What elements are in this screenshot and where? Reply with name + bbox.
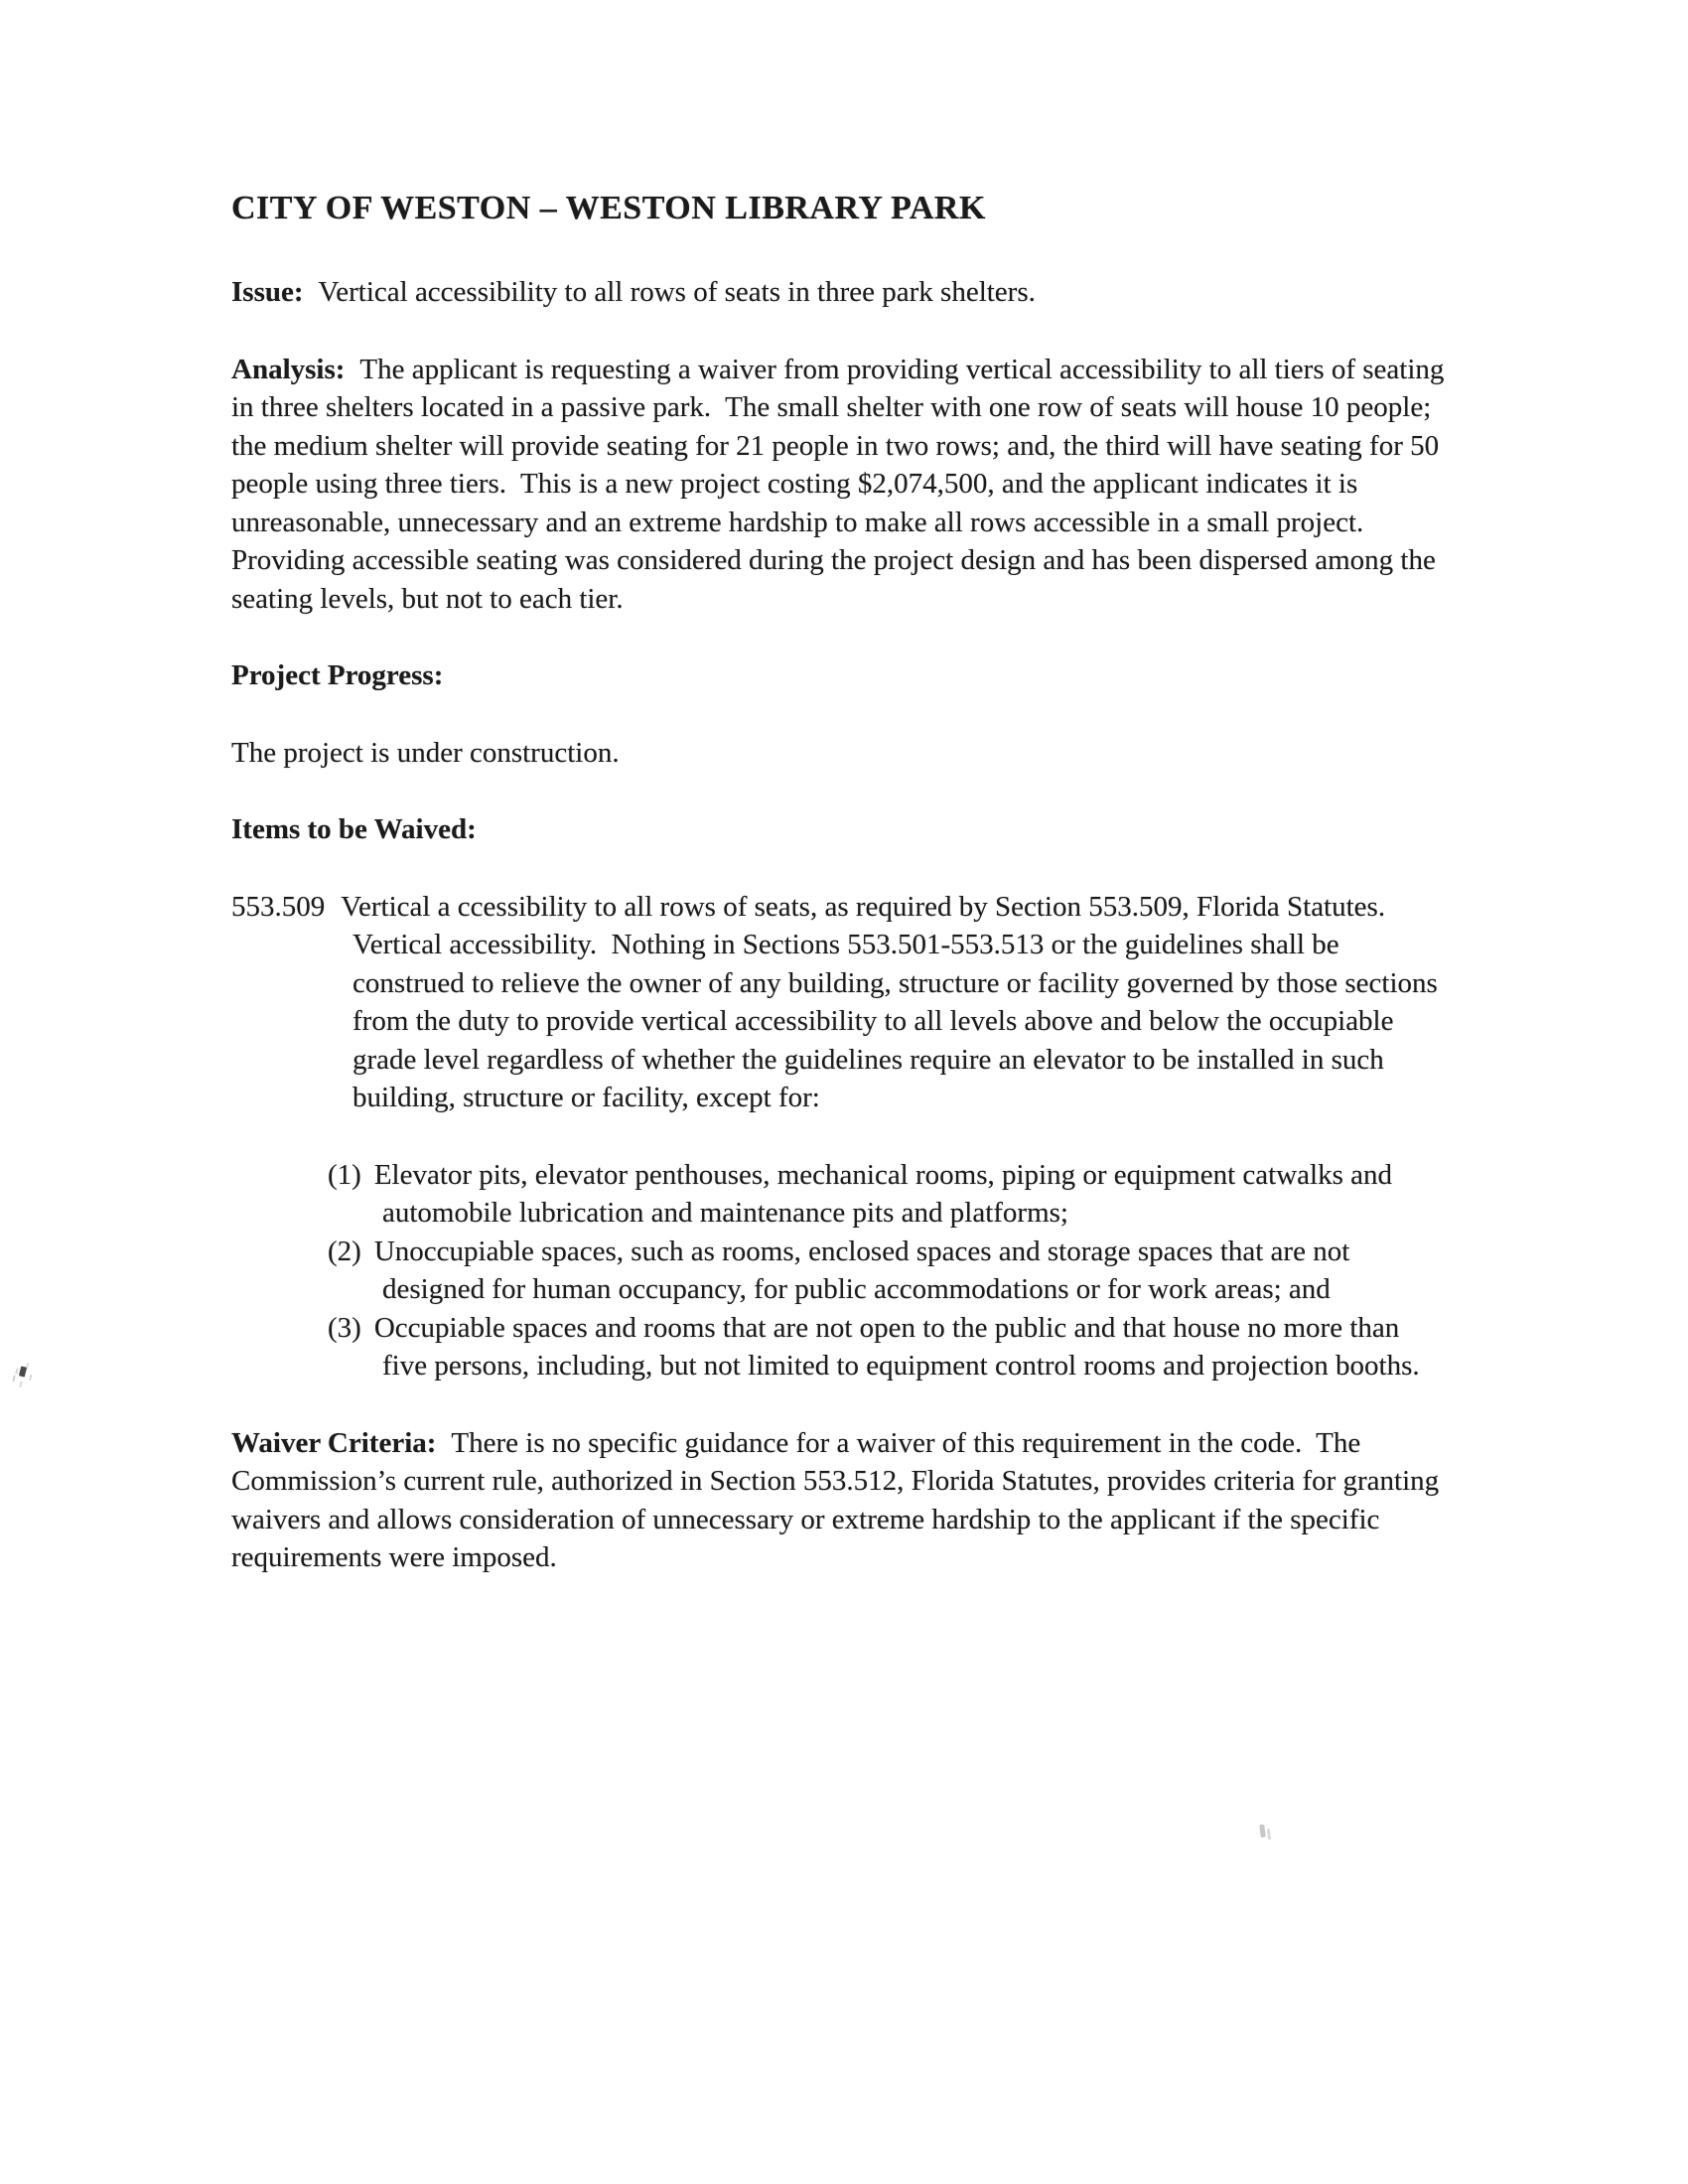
exception-3-number: (3) [328,1311,361,1344]
waiver-criteria-text: There is no specific guidance for a waiver of this requirement in the code. The Commission’s current rule, authorized in Section 553.512, Florida Statutes, provides criteria for granting waivers and allows consideration of unnecessary or extreme hardship to the applicant if the specific requirements were imposed. [231,1426,1447,1573]
exception-item-2 [231,1233,1445,1309]
project-progress-heading: Project Progress: [231,659,444,691]
issue-section [231,273,1445,312]
exception-2-text: Unoccupiable spaces, such as rooms, enclosed spaces and storage spaces that are not designed for human occupancy, for public accommodations or for work areas; and [373,1235,1357,1305]
scan-speck-left-margin [19,1366,27,1377]
exception-1-number: (1) [328,1158,361,1191]
statute-number: 553.509 [231,890,326,923]
waiver-criteria-section [231,1424,1445,1577]
analysis-section [231,351,1452,619]
exception-item-3 [231,1309,1445,1385]
analysis-text: The applicant is requesting a waiver from providing vertical accessibility to all tiers of seating in three shelters located in a passive park. The small shelter with one row of seats will house 10 people; the medium shelter will provide seating for 21 people in two rows; and, the third will have seating for 50 people using three tiers. This is a new project costing $2,074,500, and the applicant indicates it is unreasonable, unnecessary and an extreme hardship to make all rows accessible in a small project. Providing accessible seating was considered during the project design and has been dispersed among the seating levels, but not to each tier. [231,353,1452,615]
analysis-label: Analysis: [231,353,346,385]
exception-1-text: Elevator pits, elevator penthouses, mechanical rooms, piping or equipment catwalks and automobile lubrication and maintenance pits and platforms; [373,1158,1400,1229]
project-progress-text: The project is under construction. [231,736,620,769]
issue-text: Vertical accessibility to all rows of seats in three park shelters. [318,276,1036,308]
exception-item-1 [231,1156,1445,1233]
issue-label: Issue: [231,276,304,308]
statute-text: Vertical a ccessibility to all rows of seats, as required by Section 553.509, Florida Statutes. Vertical accessibility. Nothing in Sections 553.501-553.513 or the guidelines shall be construed to relieve the owner of any building, structure or facility governed by those sections from the duty to provide vertical accessibility to all levels above and below the occupiable grade level regardless of whether the guidelines require an elevator to be installed in such building, structure or facility, except for: [341,890,1446,1113]
items-to-be-waived-heading: Items to be Waived: [231,813,477,845]
scan-speck-bottom-right [1259,1824,1266,1838]
exceptions-list [231,1156,1445,1385]
document-content [231,190,1452,1616]
exception-2-number: (2) [328,1235,361,1267]
document-title: CITY OF WESTON – WESTON LIBRARY PARK [231,190,986,226]
statute-section [231,888,1445,1117]
waiver-criteria-label: Waiver Criteria: [231,1426,437,1459]
exception-3-text: Occupiable spaces and rooms that are not open to the public and that house no more than five persons, including, but not limited to equipment control rooms and projection booths. [373,1311,1420,1382]
